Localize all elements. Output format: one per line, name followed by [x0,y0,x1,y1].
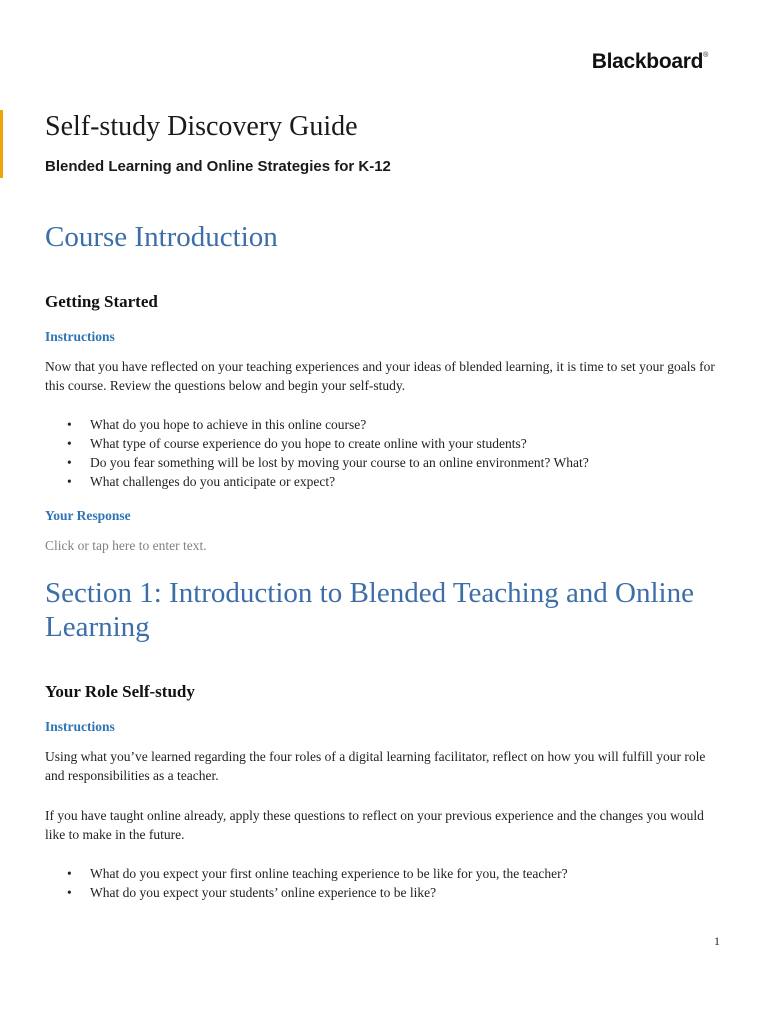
list-item [45,883,725,902]
accent-bar [0,110,3,178]
bullet-icon: • [67,866,72,881]
instructions-text: Now that you have reflected on your teaching experiences and your ideas of blended learning, it is time to set your goals for this course. Review the questions below and begin your self-study. [45,359,715,393]
bullet-icon: • [67,436,72,451]
registered-mark: ® [703,52,708,59]
your-role-self-study-heading: Your Role Self-study [45,682,195,701]
course-introduction-heading: Course Introduction [45,221,278,253]
section-1-heading: Section 1: Introduction to Blended Teaching and Online Learning [45,577,694,643]
list-item [45,472,725,491]
question-list [45,415,725,491]
blackboard-logo [592,50,708,74]
question-text: What do you hope to achieve in this online course? [90,417,367,432]
bullet-icon: • [67,885,72,900]
section-1-paragraph-2: If you have taught online already, apply these questions to reflect on your previous experience and the changes you would like to make in the future. [45,808,704,842]
question-text: What challenges do you anticipate or expect? [90,474,336,489]
document-title: Self-study Discovery Guide [45,111,358,142]
list-item [45,434,725,453]
instructions-label: Instructions [45,329,115,344]
instructions-label: Instructions [45,719,115,734]
bullet-icon: • [67,417,72,432]
page-number: 1 [714,934,720,948]
response-input-placeholder[interactable]: Click or tap here to enter text. [45,538,207,553]
your-response-label: Your Response [45,508,131,523]
bullet-icon: • [67,455,72,470]
list-item [45,453,725,472]
list-item [45,864,725,883]
section-1-paragraph-1: Using what you’ve learned regarding the four roles of a digital learning facilitator, reflect on how you will fulfill your role and responsibilities as a teacher. [45,749,706,783]
bullet-icon: • [67,474,72,489]
question-text: What do you expect your first online teaching experience to be like for you, the teacher? [90,866,568,881]
list-item [45,415,725,434]
question-text: What do you expect your students’ online experience to be like? [90,885,437,900]
question-text: Do you fear something will be lost by moving your course to an online environment? What? [90,455,589,470]
document-subtitle: Blended Learning and Online Strategies for K-12 [45,158,391,175]
getting-started-heading: Getting Started [45,292,158,311]
question-list [45,864,725,902]
question-text: What type of course experience do you hope to create online with your students? [90,436,527,451]
logo-text: Blackboard [591,50,704,73]
